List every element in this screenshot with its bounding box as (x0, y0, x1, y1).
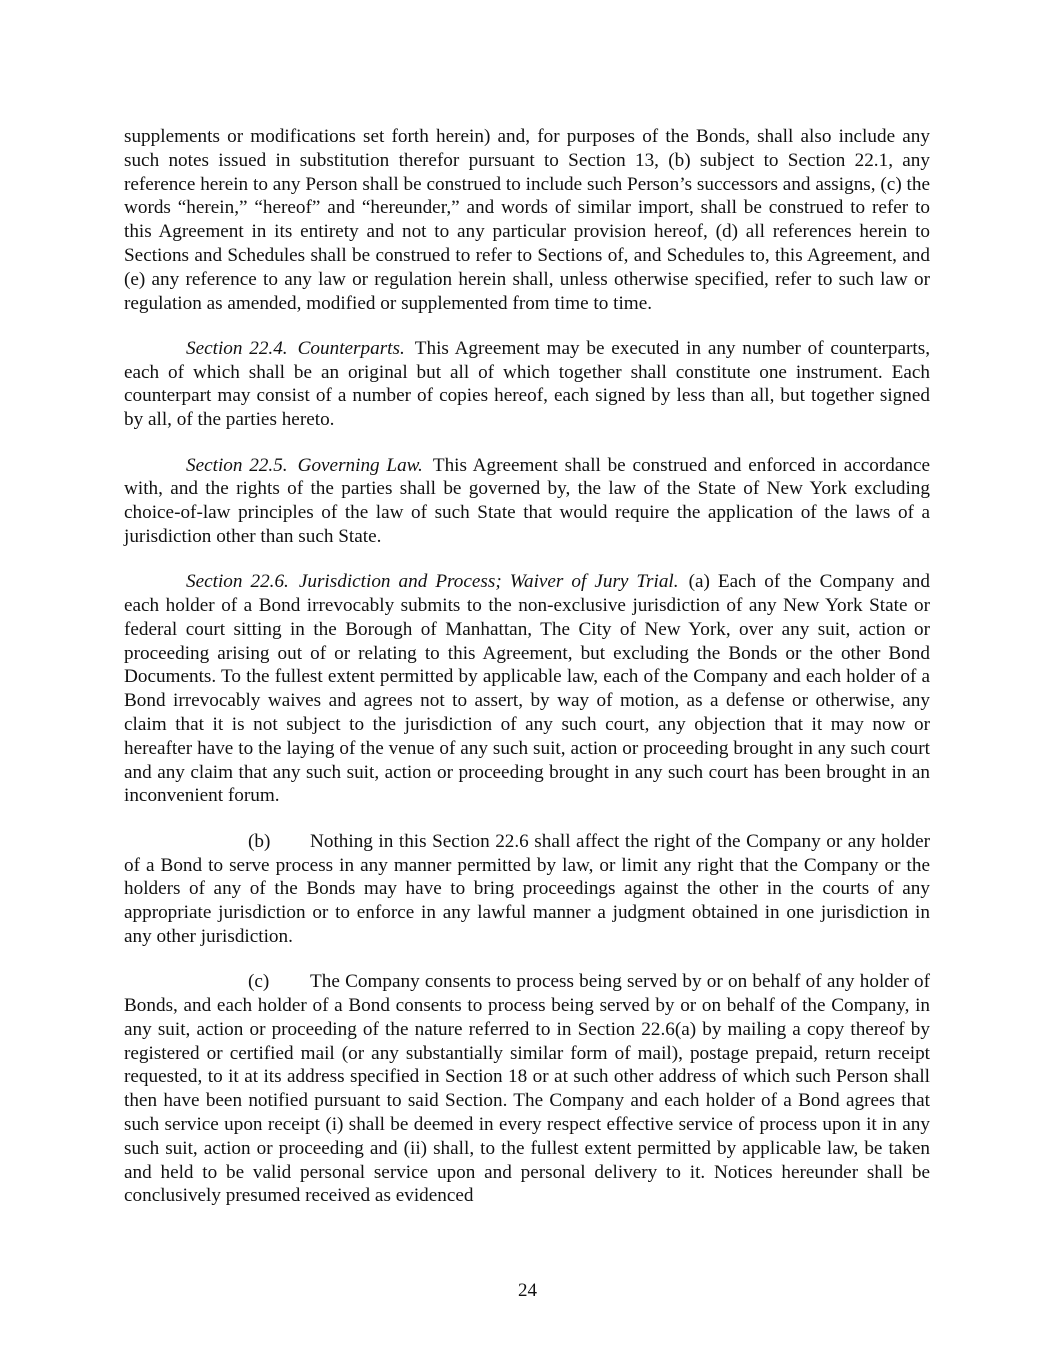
section-22-4-heading: Counterparts. (297, 337, 405, 359)
section-22-5-number: Section 22.5. (186, 454, 288, 476)
section-22-6-b-paragraph (124, 830, 930, 949)
section-22-6-heading: Jurisdiction and Process; Waiver of Jury Trial. (298, 571, 679, 593)
document-page (124, 125, 930, 1230)
section-22-6-c-body: The Company consents to process being served by or on behalf of any holder of Bonds, and each holder of a Bond consents to process being served by or on behalf of the Company, in any suit, action or proceeding of the nature referred to in Section 22.6(a) by mailing a copy thereof by registered or certified mail (or any substantially similar form of mail), postage prepaid, return receipt requested, to it at its address specified in Section 18 or at such other address of which such Person shall then have been notified pursuant to said Section. The Company and each holder of a Bond agrees that such service upon receipt (i) shall be deemed in every respect effective service of process upon it in any such suit, action or proceeding and (ii) shall, to the fullest extent permitted by applicable law, be taken and held to be valid personal service upon and personal delivery to it. Notices hereunder shall be conclusively presumed received as evidenced (124, 971, 930, 1207)
section-22-6-b-label: (b) (248, 830, 271, 852)
section-22-6-body: (a) Each of the Company and each holder of a Bond irrevocably submits to the non-exclusive jurisdiction of any New York State or federal court sitting in the Borough of Manhattan, The City of New York, over any suit, action or proceeding arising out of or relating to this Agreement, but excluding the Bonds or the other Bond Documents. To the fullest extent permitted by applicable law, each of the Company and each holder of a Bond irrevocably waives and agrees not to assert, by way of motion, as a defense or otherwise, any claim that it is not subject to the jurisdiction of any such court, any objection that it may now or hereafter have to the laying of the venue of any such suit, action or proceeding brought in any such court and any claim that any such suit, action or proceeding brought in any such court has been brought in an inconvenient forum. (124, 571, 930, 807)
section-22-6-c-label: (c) (248, 971, 270, 993)
paragraph-continued: supplements or modifications set forth herein) and, for purposes of the Bonds, shall also include any such notes issued in substitution therefor pursuant to Section 13, (b) subject to Section 22.1, any reference herein to any Person shall be construed to include such Person’s successors and assigns, (c) the words “herein,” “hereof” and “hereunder,” and words of similar import, shall be construed to refer to this Agreement in its entirety and not to any particular provision hereof, (d) all references herein to Sections and Schedules shall be construed to refer to Sections of, and Schedules to, this Agreement, and (e) any reference to any law or regulation herein shall, unless otherwise specified, refer to such law or regulation as amended, modified or supplemented from time to time. (124, 126, 930, 314)
section-22-5-paragraph (124, 454, 930, 549)
section-22-6-number: Section 22.6. (186, 571, 289, 593)
section-22-6-paragraph (124, 570, 930, 808)
section-22-4-number: Section 22.4. (186, 337, 288, 359)
section-22-5-heading: Governing Law. (297, 454, 423, 476)
section-22-6-c-paragraph (124, 970, 930, 1208)
section-22-4-body: This Agreement may be executed in any number of counterparts, each of which shall be an original but all of which together shall constitute one instrument. Each counterpart may consist of a number of copies hereof, each signed by less than all, but together signed by all, of the parties hereto. (124, 337, 930, 431)
section-22-6-b-body: Nothing in this Section 22.6 shall affect the right of the Company or any holder of a Bond to serve process in any manner permitted by law, or limit any right that the Company or the holders of any of the Bonds may have to bring proceedings against the other in the courts of any appropriate jurisdiction or to enforce in any lawful manner a judgment obtained in one jurisdiction in any other jurisdiction. (124, 830, 930, 947)
section-22-5-body: This Agreement shall be construed and enforced in accordance with, and the rights of the parties shall be governed by, the law of the State of New York excluding choice-of-law principles of the law of such State that would require the application of the laws of a jurisdiction other than such State. (124, 454, 930, 547)
page-number: 24 (518, 1280, 537, 1301)
section-22-4-paragraph (124, 337, 930, 432)
